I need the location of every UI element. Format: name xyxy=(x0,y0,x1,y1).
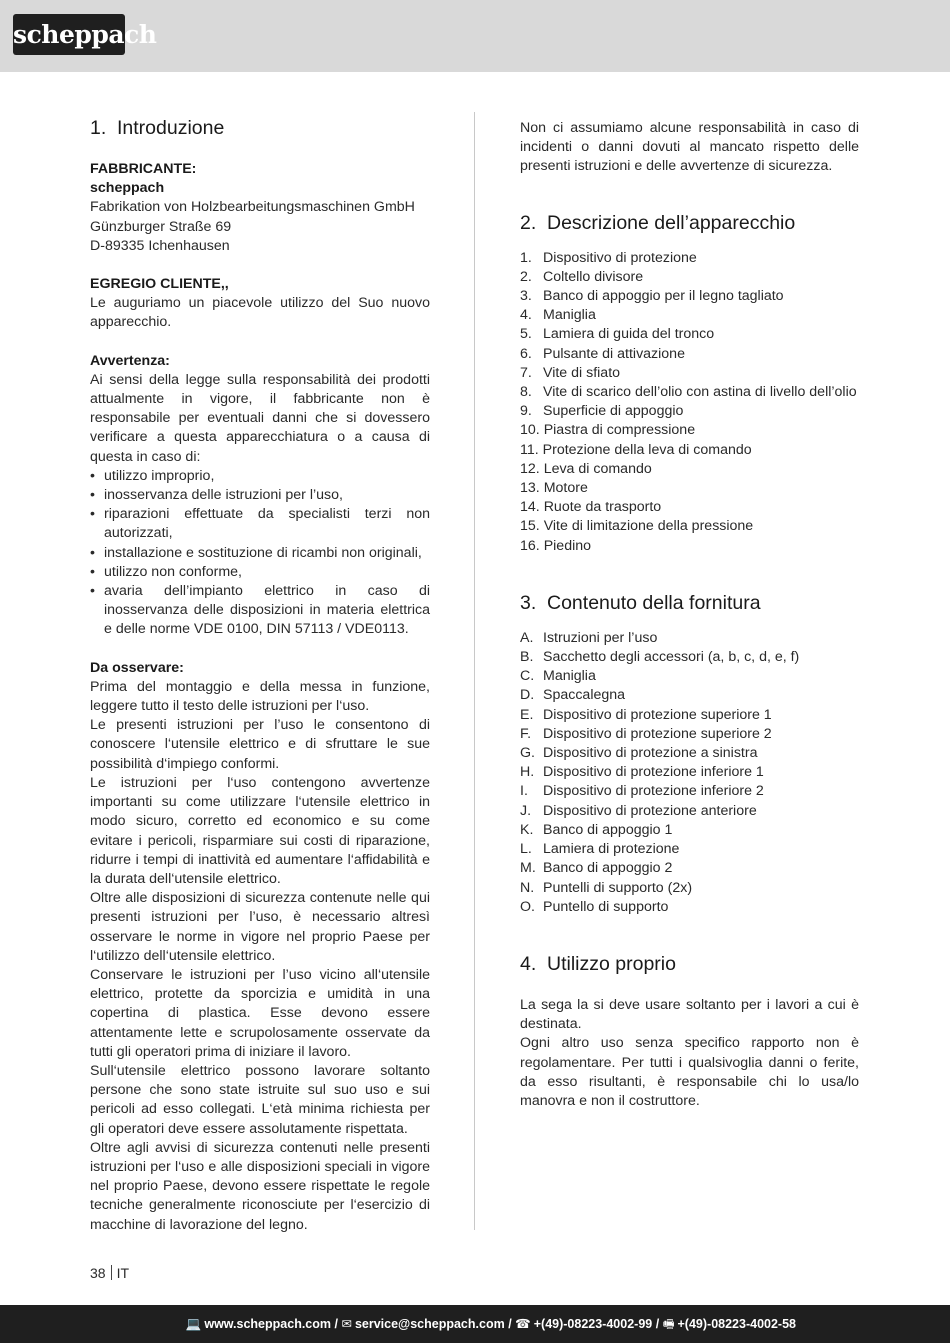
customer-text: Le auguriamo un piacevole utilizzo del Suo nuovo apparecchio. xyxy=(90,295,430,331)
right-column xyxy=(520,119,859,1111)
list-item: 8. Vite di scarico dell’olio con astina di livello dell’olio xyxy=(520,384,857,401)
use-paragraph: Ogni altro uso senza specifico rapporto non è regolamentare. Per tutti i qualsivoglia danni o ferite, da esso risultanti, è responsabile chi lo usa/lo manovra e non il costruttore. xyxy=(520,1035,859,1109)
list-item: 4. Maniglia xyxy=(520,307,596,324)
list-item: J. Dispositivo di protezione anteriore xyxy=(520,802,757,819)
observe-paragraph: Conservare le istruzioni per l’uso vicino all‘utensile elettrico, protette da sporcizia e umidità in una copertina di plastica. Esse devono essere attentamente lette e scrupolosamente osservate da tutti gli operatori prima di iniziare il lavoro. xyxy=(90,966,430,1060)
fax-icon: 🖷 xyxy=(662,1317,675,1331)
manufacturer-address-line: Fabrikation von Holzbearbeitungsmaschinen GmbH xyxy=(90,199,415,216)
use-paragraph: La sega la si deve usare soltanto per i lavori a cui è destinata. xyxy=(520,996,859,1033)
scheppach-logo: scheppach xyxy=(13,14,125,55)
list-item: G. Dispositivo di protezione a sinistra xyxy=(520,745,758,762)
section-title-descrizione: 2. Descrizione dell’apparecchio xyxy=(520,211,796,234)
list-item: 6. Pulsante di attivazione xyxy=(520,345,685,362)
list-item: 1. Dispositivo di protezione xyxy=(520,249,697,266)
liability-text: Non ci assumiamo alcune responsabilità in caso di incidenti o danni dovuti al mancato rispetto delle presenti istruzioni e delle avvertenze di sicurezza. xyxy=(520,120,859,175)
manufacturer-label: FABBRICANTE: xyxy=(90,161,197,177)
footer-contacts: 💻 www.scheppach.com / ✉ service@scheppach.com / ☎ +(49)-08223-4002-99 / 🖷 +(49)-08223-4002-58 xyxy=(185,1317,796,1331)
list-item: M. Banco di appoggio 2 xyxy=(520,860,673,877)
observe-paragraph: Prima del montaggio e della messa in funzione, leggere tutto il testo delle istruzioni per l‘uso. xyxy=(90,678,430,715)
description-list xyxy=(520,249,859,556)
supply-list xyxy=(520,629,859,917)
list-item: • installazione e sostituzione di ricambi non originali, xyxy=(90,544,430,563)
manufacturer-name: scheppach xyxy=(90,180,165,197)
list-item: 3. Banco di appoggio per il legno tagliato xyxy=(520,288,784,305)
email-icon: ✉ xyxy=(341,1317,352,1331)
list-item: K. Banco di appoggio 1 xyxy=(520,821,673,838)
top-header-bar xyxy=(0,0,950,72)
list-item: H. Dispositivo di protezione inferiore 1 xyxy=(520,764,764,781)
list-item: 9. Superficie di appoggio xyxy=(520,403,684,420)
list-item: • avaria dell’impianto elettrico in caso di inosservanza delle disposizioni in materia elettrica e delle norme VDE 0100, DIN 57113 / VDE0113. xyxy=(90,582,430,640)
observe-paragraph: Oltre agli avvisi di sicurezza contenuti nelle presenti istruzioni per l‘uso e alle disposizioni speciali in vigore nel proprio Paese, devono essere rispettate le regole tecniche generalmente riconosciute per l‘esercizio di macchine di lavorazione del legno. xyxy=(90,1139,430,1233)
left-column xyxy=(90,116,430,1235)
list-item: D. Spaccalegna xyxy=(520,687,626,704)
computer-icon: 💻 xyxy=(185,1317,202,1331)
list-item: B. Sacchetto degli accessori (a, b, c, d, e, f) xyxy=(520,649,800,666)
phone-icon: ☎ xyxy=(515,1317,531,1331)
section-title-utilizzo: 4. Utilizzo proprio xyxy=(520,952,676,975)
list-item: 10. Piastra di compressione xyxy=(520,422,696,439)
observe-label: Da osservare: xyxy=(90,659,184,676)
manufacturer-address-line: D-89335 Ichenhausen xyxy=(90,237,230,254)
list-item: 15. Vite di limitazione della pressione xyxy=(520,518,754,535)
list-item: F. Dispositivo di protezione superiore 2 xyxy=(520,725,772,742)
list-item: A. Istruzioni per l’uso xyxy=(520,629,658,646)
list-item: E. Dispositivo di protezione superiore 1 xyxy=(520,706,772,723)
list-item: L. Lamiera di protezione xyxy=(520,841,680,858)
list-item: • riparazioni effettuate da specialisti terzi non autorizzati, xyxy=(90,505,430,543)
observe-paragraph: Le istruzioni per l‘uso contengono avvertenze importanti su come utilizzare l‘utensile elettrico in modo sicuro, corretto ed economico e su come evitare i pericoli, risparmiare sui costi di riparazione, ridurre i tempi di inattività ed aumentare l‘affidabilità e la durata dell‘utensile elettrico. xyxy=(90,774,430,887)
list-item: 11. Protezione della leva di comando xyxy=(520,441,752,458)
list-item: 13. Motore xyxy=(520,480,588,497)
list-item: 5. Lamiera di guida del tronco xyxy=(520,326,715,343)
observe-paragraph: Le presenti istruzioni per l’uso le consentono di conoscere l‘utensile elettrico e di sfruttare le sue possibilità d‘impiego conformi. xyxy=(90,717,430,772)
footer-web-link[interactable]: www.scheppach.com xyxy=(204,1317,331,1331)
warning-list xyxy=(90,467,430,640)
list-item: 14. Ruote da trasporto xyxy=(520,499,662,516)
manufacturer-address-line: Günzburger Straße 69 xyxy=(90,218,232,235)
column-divider xyxy=(474,112,475,1230)
list-item: 12. Leva di comando xyxy=(520,460,652,477)
list-item: • inosservanza delle istruzioni per l’uso, xyxy=(90,486,430,505)
footer-email-link[interactable]: service@scheppach.com xyxy=(354,1317,505,1331)
footer-phone: +(49)-08223-4002-99 xyxy=(533,1317,653,1331)
list-item: 2. Coltello divisore xyxy=(520,268,644,285)
list-item: N. Puntelli di supporto (2x) xyxy=(520,879,693,896)
list-item: O. Puntello di supporto xyxy=(520,898,669,915)
list-item: I. Dispositivo di protezione inferiore 2 xyxy=(520,783,764,800)
observe-paragraph: Oltre alle disposizioni di sicurezza contenute nelle qui presenti istruzioni per l’uso, è necessario altresì osservare le norme in vigore nel proprio Paese per l‘utilizzo dell‘utensile elettrico. xyxy=(90,890,430,964)
footer-bar xyxy=(0,1305,950,1343)
list-item: 16. Piedino xyxy=(520,537,592,554)
list-item: 7. Vite di sfiato xyxy=(520,364,621,381)
section-title-introduzione: 1. Introduzione xyxy=(90,117,225,139)
warning-label: Avvertenza: xyxy=(90,352,170,369)
warning-text: Ai sensi della legge sulla responsabilità dei prodotti attualmente in vigore, il fabbricante non è responsabile per eventuali danni che si dovessero verificare a questa apparecchiatura o a causa di questa in caso di: xyxy=(90,371,430,465)
page-number: 38 IT xyxy=(90,1265,130,1281)
list-item: • utilizzo improprio, xyxy=(90,467,430,486)
list-item: • utilizzo non conforme, xyxy=(90,563,430,582)
section-title-contenuto: 3. Contenuto della fornitura xyxy=(520,591,761,614)
customer-label: EGREGIO CLIENTE,, xyxy=(90,276,229,293)
list-item: C. Maniglia xyxy=(520,668,596,685)
observe-paragraph: Sull‘utensile elettrico possono lavorare soltanto persone che sono state istruite sul suo uso e sui pericoli ad esso collegati. L‘età minima richiesta per gli operatori deve essere assolutamente rispettata. xyxy=(90,1062,430,1137)
footer-fax: +(49)-08223-4002-58 xyxy=(677,1317,796,1331)
